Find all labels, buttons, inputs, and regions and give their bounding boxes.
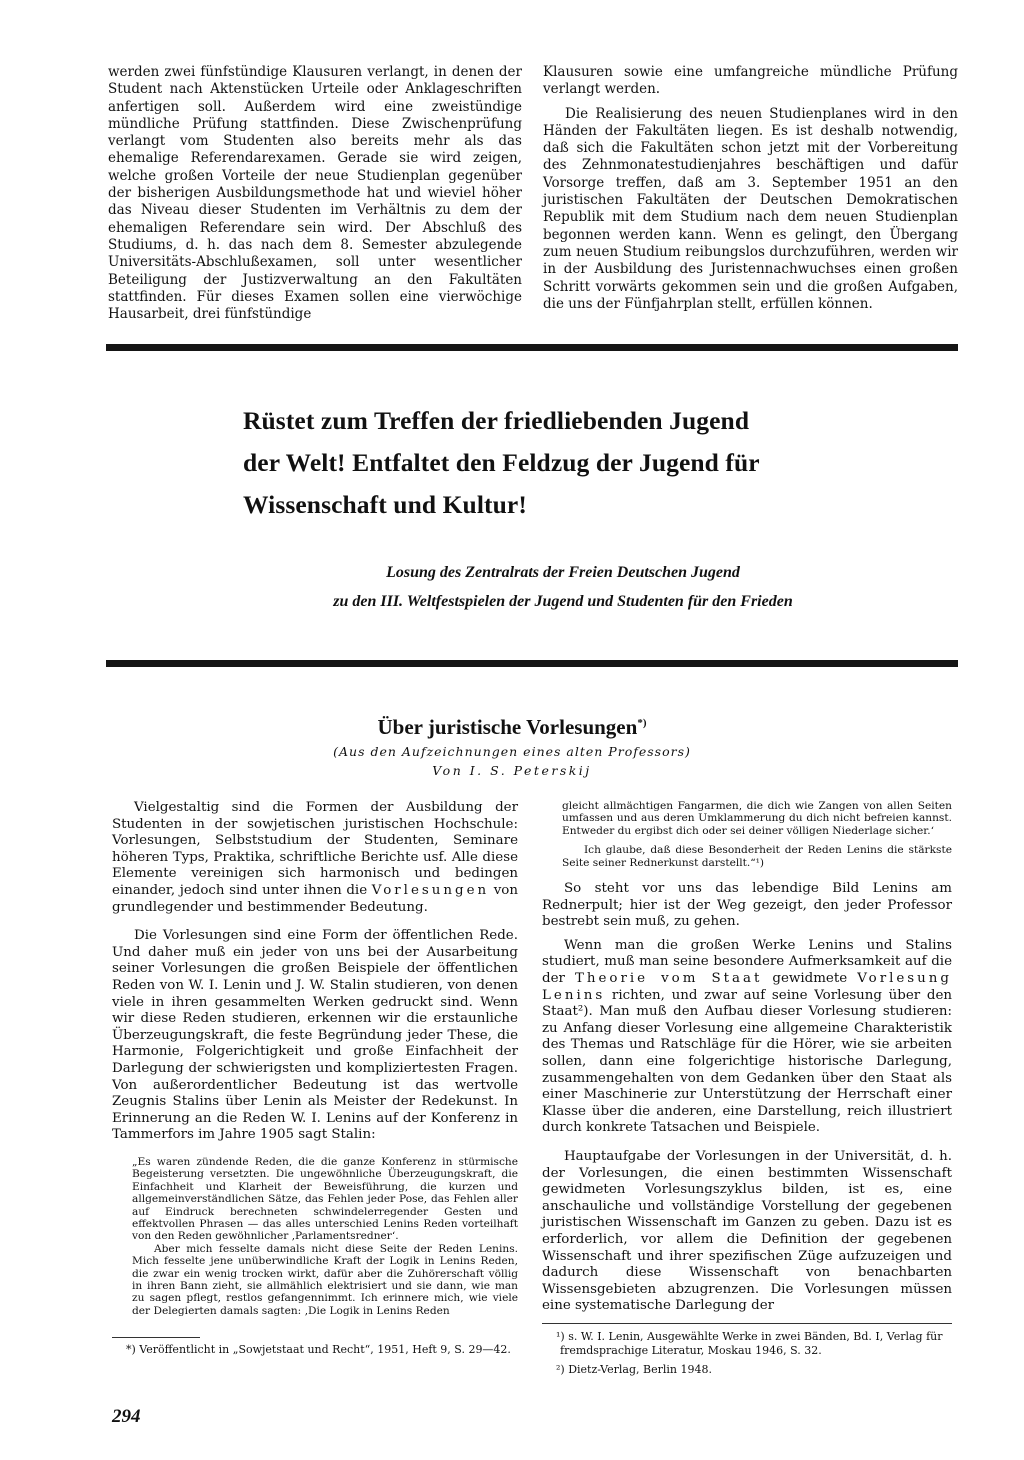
quotation: Ich glaube, daß diese Besonderheit der Reden Lenins die stärkste Seite seiner Rednerkunst darstellt.“¹) <box>562 844 952 869</box>
article-left-column <box>112 800 518 1317</box>
slogan-heading <box>243 400 883 526</box>
footnote-rule <box>112 1337 200 1338</box>
text-run: gewidmete <box>772 971 848 986</box>
quotation: gleicht allmächtigen Fangarmen, die dich wie Zangen von allen Seiten umfassen und aus deren Umklammerung du dich nicht befreien kannst. Entweder du ergibst dich oder sei deiner völligen Niederlage sicher.‘ <box>562 800 952 837</box>
footnote-area-left <box>112 1343 518 1357</box>
footnote-area-right <box>542 1330 952 1382</box>
source-line: Losung des Zentralrats der Freien Deutschen Jugend <box>386 564 740 581</box>
paragraph: Klausuren sowie eine umfangreiche mündliche Prüfung verlangt werden. <box>543 64 958 98</box>
section-divider <box>106 660 958 667</box>
footnote: ¹) s. W. I. Lenin, Ausgewählte Werke in zwei Bänden, Bd. I, Verlag für fremdsprachige Literatur, Moskau 1946, S. 32. <box>556 1330 943 1357</box>
text-run: Vielgestaltig sind die Formen der Ausbildung der Studenten in der sowjetischen juristischen Hochschule: Vorlesungen, Selbststudium der Studenten, Seminare höheren Typs, Praktika, schriftliche Berichte usf. Alle diese Elemente vereinigen sich harmonisch und bedingen einander, jedoch sind unter ihnen die <box>112 800 518 898</box>
source-line: zu den III. Weltfestspielen der Jugend und Studenten für den Frieden <box>333 593 793 610</box>
spaced-emphasis: Vorlesung Lenins <box>542 971 952 1003</box>
article-author: Von I. S. Peterskij <box>432 763 592 778</box>
continued-text-right-column <box>543 64 958 313</box>
slogan-source <box>243 558 883 616</box>
footnote: *) Veröffentlicht in „Sowjetstaat und Recht“, 1951, Heft 9, S. 29—42. <box>126 1343 511 1356</box>
text-run: Wenn man die großen Werke Lenins und Stalins studiert, muß man seine besondere Aufmerksamkeit auf die der <box>542 937 952 986</box>
article-right-column <box>542 800 952 1315</box>
paragraph: So steht vor uns das lebendige Bild Lenins am Rednerpult; hier ist der Weg gezeigt, den jeder Professor bestrebt sein muß, zu gehen. <box>542 881 952 930</box>
article-subtitle: (Aus den Aufzeichnungen eines alten Professors) <box>333 744 691 759</box>
text-run: richten, und zwar auf seine Vorlesung über den Staat²). Man muß den Aufbau dieser Vorlesung studieren: zu Anfang dieser Vorlesung eine allgemeine Charakteristik des Themas und Ratschläge für die Hörer, wie sie arbeiten sollen, dann eine folgerichtige historische Darlegung, zusammengehalten von dem Gedanken über den Staat als einer Maschinerie zur Unterstützung der Herrschaft einer Klasse über die anderen, eine Darstellung, reich illustriert durch konkrete Tatsachen und Beispiele. <box>542 987 952 1136</box>
section-divider <box>106 344 958 351</box>
page-number: 294 <box>112 1406 141 1427</box>
spaced-emphasis: Theorie vom Staat <box>574 971 763 986</box>
continued-text-left-column <box>108 64 522 323</box>
paragraph: Die Vorlesungen sind eine Form der öffentlichen Rede. Und daher muß ein jeder von uns bei der Ausarbeitung seiner Vorlesungen die großen Beispiele der öffentlichen Reden von W. I. Lenin und J. W. Stalin studieren, von denen viele in ihren gesammelten Werken gedruckt sind. Wenn wir diese Reden studieren, erkennen wir die erstaunliche Überzeugungskraft, die feste Begründung jeder These, die Harmonie, Folgerichtigkeit und große Einfachheit der Darlegung der schwierigsten und kompliziertesten Fragen. Von außerordentlicher Bedeutung ist das wertvolle Zeugnis Stalins über Lenin als Meister der Redekunst. In Erinnerung an die Reden W. I. Lenins auf der Konferenz in Tammerfors im Jahre 1905 sagt Stalin: <box>112 928 518 1143</box>
paragraph <box>542 938 952 1137</box>
quotation: „Es waren zündende Reden, die die ganze Konferenz in stürmische Begeisterung versetzten. Die ungewöhnliche Überzeugungskraft, die Einfachheit und Klarheit der Beweisführung, die kurzen und allgemeinverständlichen Sätze, das Fehlen jeder Pose, das Fehlen aller auf Eindruck berechneten schwindelerregender Gesten und effektvollen Phrasen — das alles unterschied Lenins Reden vorteilhaft von den Reden gewöhnlicher ‚Parlamentsredner‘. <box>132 1155 518 1243</box>
slogan-line: Rüstet zum Treffen der friedliebenden Jugend <box>243 406 750 435</box>
quotation: Aber mich fesselte damals nicht diese Seite der Reden Lenins. Mich fesselte jene unüberwindliche Kraft der Logik in Lenins Reden, die zwar ein wenig trocken wirkt, dafür aber die Zuhörerschaft völlig in ihren Bann zieht, sie allmählich elektrisiert und sie dann, wie man zu sagen pflegt, restlos gefangennimmt. Ich erinnere mich, wie viele der Delegierten damals sagten: ‚Die Logik in Lenins Reden <box>132 1242 518 1317</box>
paragraph <box>112 800 518 916</box>
text-run: von grundlegender und bestimmender Bedeutung. <box>112 882 518 915</box>
paragraph: Die Realisierung des neuen Studienplanes wird in den Händen der Fakultäten liegen. Es ist deshalb notwendig, daß sich die Fakultäten schon jetzt mit der Vorbereitung des Zehnmonatestudienjahres beschäftigen und dafür Vorsorge treffen, daß am 3. September 1951 an den juristischen Fakultäten der Deutschen Demokratischen Republik mit dem Studium nach dem neuen Studienplan begonnen werden kann. Wenn es gelingt, den Übergang zum neuen Studium reibungslos durchzuführen, werden wir in der Ausbildung des Juristennachwuchses einen großen Schritt vorwärts gekommen sein und die großen Aufgaben, die uns der Fünfjahrplan stellt, erfüllen können. <box>543 105 958 312</box>
paragraph: Hauptaufgabe der Vorlesungen in der Universität, d. h. der Vorlesungen, die einen bestimmten Wissenschaft gewidmeten Vorlesungszyklus bilden, ist es, eine anschauliche und vollständige Vorstellung der gegebenen juristischen Wissenschaft im Ganzen zu geben. Dazu ist es erforderlich, vor allem die Definition der gegebenen Wissenschaft und ihrer spezifischen Züge aufzuzeigen und dadurch diese Wissenschaft von benachbarten Wissensgebieten abzugrenzen. Die Vorlesungen müssen eine systematische Darlegung der <box>542 1148 952 1314</box>
footnote-marker: *) <box>637 717 647 729</box>
footnote-rule <box>542 1323 952 1324</box>
footnote: ²) Dietz-Verlag, Berlin 1948. <box>556 1363 712 1376</box>
slogan-line: Wissenschaft und Kultur! <box>243 490 527 519</box>
spaced-emphasis: Vorlesungen <box>371 882 490 898</box>
article-title-text: Über juristische Vorlesungen <box>377 715 638 739</box>
article-title <box>300 709 724 741</box>
paragraph: werden zwei fünfstündige Klausuren verlangt, in denen der Student nach Aktenstücken Urteile oder Anklageschriften anfertigen soll. Außerdem wird eine zweistündige mündliche Prüfung stattfinden. Diese Zwischenprüfung verlangt vom Studenten also bereits mehr als das ehemalige Referendarexamen. Gerade sie wird zeigen, welche großen Vorteile der neue Studienplan gegenüber der bisherigen Ausbildungsmethode hat und wieviel höher das Niveau dieser Studenten im Verhältnis zu dem der ehemaligen Referendare sein wird. Der Abschluß des Studiums, d. h. das nach dem 8. Semester abzulegende Universitäts-Abschlußexamen, soll unter wesentlicher Beteiligung der Justizverwaltung an den Fakultäten stattfinden. Für dieses Examen sollen eine vierwöchige Hausarbeit, drei fünfstündige <box>108 64 522 323</box>
slogan-line: der Welt! Entfaltet den Feldzug der Jugend für <box>243 448 760 477</box>
